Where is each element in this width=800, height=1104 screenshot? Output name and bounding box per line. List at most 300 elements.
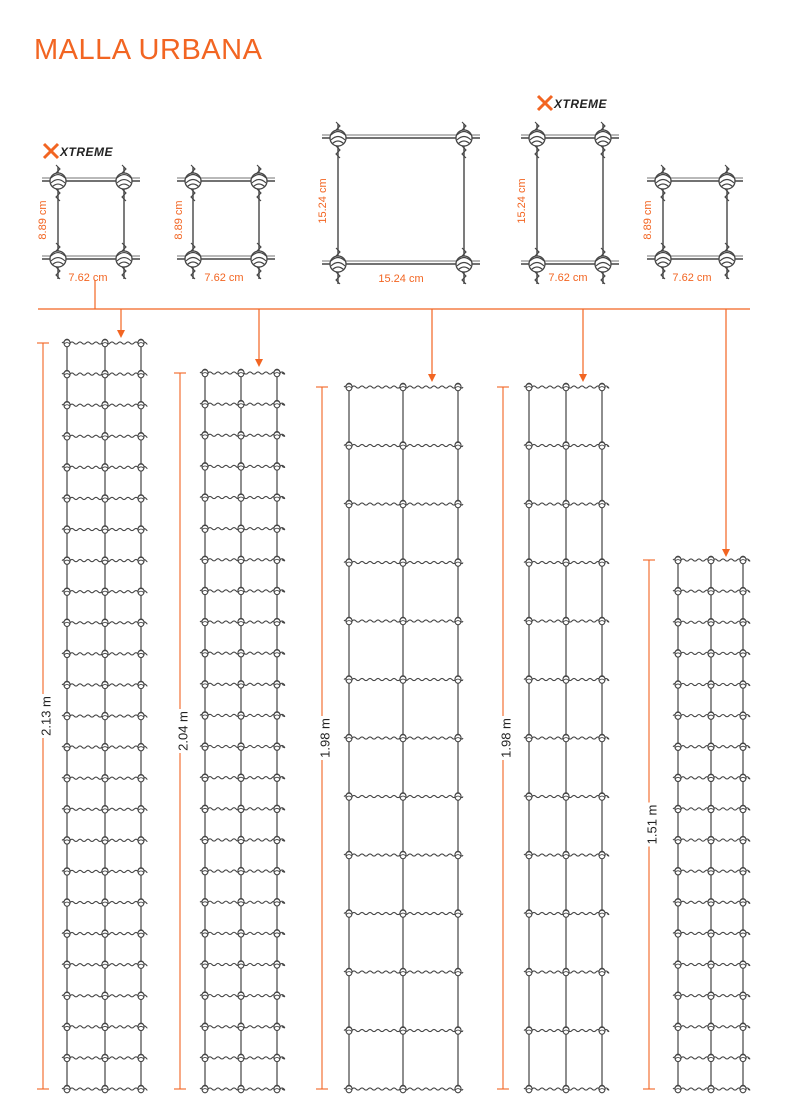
- panel-knot: [64, 1054, 70, 1062]
- panel-knot: [400, 617, 406, 625]
- panel-knot: [238, 805, 244, 813]
- panel-knot: [202, 1023, 208, 1031]
- panel-knot: [526, 1085, 532, 1093]
- panel-knot: [740, 587, 746, 595]
- panel-knot: [274, 836, 280, 844]
- panel-knot: [64, 1085, 70, 1093]
- panel-knot: [526, 1027, 532, 1035]
- panel-knot: [102, 805, 108, 813]
- panel-knot: [238, 369, 244, 377]
- panel-knot: [740, 650, 746, 658]
- panel-knot: [138, 712, 144, 720]
- detail-knot: [116, 165, 132, 201]
- cell-width-label: 7.62 cm: [204, 272, 244, 284]
- panel-knot: [64, 930, 70, 938]
- panel-knot: [102, 557, 108, 565]
- panel-knot: [563, 383, 569, 391]
- panel-knot: [708, 1023, 714, 1031]
- detail-knot: [251, 243, 267, 279]
- panel-knot: [138, 1023, 144, 1031]
- panel-knot: [455, 910, 461, 918]
- panel-knot: [102, 495, 108, 503]
- panel-knot: [400, 793, 406, 801]
- panel-knot: [740, 930, 746, 938]
- panel-knot: [346, 793, 352, 801]
- panel-knot: [708, 743, 714, 751]
- height-dimension-p4: [494, 387, 513, 1089]
- panel-knot: [708, 650, 714, 658]
- panel-knot: [64, 961, 70, 969]
- panel-knot: [202, 961, 208, 969]
- panel-knot: [675, 1023, 681, 1031]
- panel-knot: [740, 867, 746, 875]
- panel-knot: [563, 1085, 569, 1093]
- panel-knot: [708, 712, 714, 720]
- fence-panel-p1: [34, 339, 147, 1093]
- panel-knot: [274, 400, 280, 408]
- panel-knot: [599, 442, 605, 450]
- panel-knot: [274, 867, 280, 875]
- panel-knot: [102, 464, 108, 472]
- panel-knot: [675, 618, 681, 626]
- panel-knot: [708, 1085, 714, 1093]
- panel-knot: [138, 1085, 144, 1093]
- panel-knot: [64, 401, 70, 409]
- panel-knot: [202, 1085, 208, 1093]
- panel-knot: [202, 556, 208, 564]
- panel-knot: [455, 1085, 461, 1093]
- panel-knot: [138, 526, 144, 534]
- panel-knot: [64, 868, 70, 876]
- panel-knot: [346, 500, 352, 508]
- panel-knot: [138, 743, 144, 751]
- panel-knot: [455, 676, 461, 684]
- panel-knot: [563, 793, 569, 801]
- panel-knot: [563, 617, 569, 625]
- panel-knot: [138, 464, 144, 472]
- height-dimension-p5: [640, 560, 659, 1089]
- panel-knot: [64, 837, 70, 845]
- panel-knot: [64, 495, 70, 503]
- panel-knot: [708, 681, 714, 689]
- panel-knot: [675, 867, 681, 875]
- panel-knot: [708, 867, 714, 875]
- panel-knot: [708, 961, 714, 969]
- panel-knot: [675, 992, 681, 1000]
- panel-knot: [599, 910, 605, 918]
- panel-knot: [526, 500, 532, 508]
- panel-knot: [64, 619, 70, 627]
- panel-knot: [138, 1054, 144, 1062]
- panel-knot: [274, 618, 280, 626]
- panel-knot: [102, 432, 108, 440]
- panel-knot: [238, 1054, 244, 1062]
- panel-knot: [274, 774, 280, 782]
- panel-knot: [400, 676, 406, 684]
- panel-knot: [238, 712, 244, 720]
- panel-knot: [238, 431, 244, 439]
- svg-text:XTREME: XTREME: [554, 97, 608, 111]
- panel-knot: [138, 681, 144, 689]
- panel-knot: [102, 401, 108, 409]
- panel-knot: [708, 836, 714, 844]
- panel-knot: [202, 1054, 208, 1062]
- panel-knot: [526, 383, 532, 391]
- panel-knot: [138, 805, 144, 813]
- detail-knot: [529, 122, 545, 158]
- panel-knot: [740, 899, 746, 907]
- panel-knot: [64, 464, 70, 472]
- panel-knot: [455, 442, 461, 450]
- cell-height-label: 15.24 cm: [317, 178, 329, 224]
- panel-knot: [599, 383, 605, 391]
- panel-knot: [102, 899, 108, 907]
- panel-knot: [526, 442, 532, 450]
- panel-knot: [740, 805, 746, 813]
- panel-knot: [238, 774, 244, 782]
- panel-knot: [274, 898, 280, 906]
- panel-knot: [64, 712, 70, 720]
- panel-knot: [274, 712, 280, 720]
- panel-knot: [102, 868, 108, 876]
- panel-knot: [740, 774, 746, 782]
- panel-knot: [238, 556, 244, 564]
- panel-knot: [138, 650, 144, 658]
- panel-knot: [102, 370, 108, 378]
- detail-knot: [50, 243, 66, 279]
- panel-knot: [675, 930, 681, 938]
- panel-knot: [202, 743, 208, 751]
- panel-knot: [138, 401, 144, 409]
- panel-knot: [346, 1027, 352, 1035]
- panel-knot: [202, 867, 208, 875]
- panel-knot: [740, 743, 746, 751]
- detail-knot: [251, 165, 267, 201]
- panel-knot: [563, 968, 569, 976]
- panel-knot: [102, 526, 108, 534]
- panel-knot: [455, 851, 461, 859]
- panel-knot: [455, 968, 461, 976]
- panel-knot: [599, 1027, 605, 1035]
- svg-text:XTREME: XTREME: [60, 145, 114, 159]
- panel-knot: [563, 559, 569, 567]
- panel-height-label: 1.51 m: [644, 804, 660, 845]
- panel-knot: [102, 1085, 108, 1093]
- panel-knot: [138, 992, 144, 1000]
- panel-knot: [675, 556, 681, 564]
- panel-knot: [202, 525, 208, 533]
- panel-knot: [202, 369, 208, 377]
- panel-knot: [563, 851, 569, 859]
- panel-knot: [675, 961, 681, 969]
- xtreme-logo-1: [44, 144, 114, 159]
- panel-knot: [102, 837, 108, 845]
- panel-knot: [64, 650, 70, 658]
- panel-knot: [64, 339, 70, 347]
- detail-knot: [116, 243, 132, 279]
- panel-knot: [202, 930, 208, 938]
- detail-knot: [719, 165, 735, 201]
- panel-knot: [202, 805, 208, 813]
- cell-width-label: 7.62 cm: [672, 272, 712, 284]
- panel-knot: [138, 774, 144, 782]
- height-dimension-p1: [34, 343, 53, 1089]
- panel-knot: [563, 910, 569, 918]
- panel-knot: [455, 383, 461, 391]
- panel-knot: [526, 617, 532, 625]
- cell-height-label: 8.89 cm: [642, 200, 654, 240]
- panel-knot: [455, 793, 461, 801]
- panel-knot: [102, 681, 108, 689]
- panel-knot: [102, 650, 108, 658]
- panel-knot: [400, 1085, 406, 1093]
- panel-knot: [675, 805, 681, 813]
- panel-knot: [675, 743, 681, 751]
- panel-knot: [138, 899, 144, 907]
- panel-knot: [238, 494, 244, 502]
- panel-knot: [102, 619, 108, 627]
- panel-knot: [526, 734, 532, 742]
- detail-knot: [655, 165, 671, 201]
- panel-knot: [202, 898, 208, 906]
- panel-knot: [526, 910, 532, 918]
- panel-knot: [64, 370, 70, 378]
- panel-knot: [238, 681, 244, 689]
- panel-knot: [675, 899, 681, 907]
- detail-knot: [185, 243, 201, 279]
- height-dimension-p3: [313, 387, 332, 1089]
- detail-knot: [330, 248, 346, 284]
- cell-detail-p2: [173, 165, 275, 284]
- cell-height-label: 8.89 cm: [37, 200, 49, 240]
- panel-knot: [563, 1027, 569, 1035]
- panel-knot: [274, 805, 280, 813]
- panel-knot: [740, 1023, 746, 1031]
- panel-knot: [274, 992, 280, 1000]
- panel-knot: [202, 431, 208, 439]
- panel-knot: [599, 1085, 605, 1093]
- panel-knot: [64, 681, 70, 689]
- panel-knot: [740, 1054, 746, 1062]
- panel-knot: [274, 1054, 280, 1062]
- panel-knot: [599, 559, 605, 567]
- panel-knot: [64, 805, 70, 813]
- panel-knot: [526, 968, 532, 976]
- xtreme-logo-2: [538, 96, 608, 111]
- detail-knot: [595, 122, 611, 158]
- panel-knot: [400, 500, 406, 508]
- panel-height-label: 1.98 m: [498, 718, 514, 758]
- panel-knot: [400, 1027, 406, 1035]
- panel-knot: [238, 649, 244, 657]
- panel-knot: [274, 1023, 280, 1031]
- panel-knot: [102, 588, 108, 596]
- panel-knot: [238, 1023, 244, 1031]
- panel-knot: [238, 836, 244, 844]
- panel-knot: [238, 898, 244, 906]
- panel-height-label: 1.98 m: [317, 718, 333, 758]
- panel-knot: [102, 774, 108, 782]
- panel-knot: [346, 910, 352, 918]
- panel-knot: [274, 431, 280, 439]
- panel-knot: [274, 743, 280, 751]
- panel-knot: [346, 383, 352, 391]
- panel-knot: [563, 676, 569, 684]
- panel-height-label: 2.04 m: [175, 711, 191, 751]
- cell-height-label: 8.89 cm: [173, 200, 185, 240]
- panel-knot: [274, 681, 280, 689]
- panel-knot: [740, 618, 746, 626]
- panel-knot: [455, 559, 461, 567]
- cell-height-label: 15.24 cm: [516, 178, 528, 224]
- fence-panel-p3: [313, 383, 463, 1093]
- panel-knot: [238, 618, 244, 626]
- panel-knot: [400, 442, 406, 450]
- panel-knot: [346, 851, 352, 859]
- panel-knot: [708, 1054, 714, 1062]
- panel-knot: [740, 556, 746, 564]
- panel-knot: [675, 681, 681, 689]
- connector-bracket: [38, 280, 750, 553]
- detail-knot: [50, 165, 66, 201]
- panel-knot: [102, 339, 108, 347]
- panel-knot: [102, 961, 108, 969]
- panel-knot: [138, 557, 144, 565]
- panel-knot: [599, 617, 605, 625]
- panel-knot: [138, 370, 144, 378]
- panel-knot: [708, 556, 714, 564]
- panel-knot: [346, 559, 352, 567]
- panel-knot: [599, 734, 605, 742]
- panel-knot: [455, 500, 461, 508]
- panel-knot: [675, 650, 681, 658]
- panel-knot: [238, 930, 244, 938]
- cell-width-label: 15.24 cm: [378, 273, 424, 285]
- panel-knot: [740, 712, 746, 720]
- panel-knot: [346, 617, 352, 625]
- panel-knot: [708, 587, 714, 595]
- panel-knot: [64, 1023, 70, 1031]
- panel-knot: [238, 961, 244, 969]
- fence-panel-p4: [494, 383, 609, 1093]
- panel-knot: [599, 968, 605, 976]
- panel-knot: [274, 494, 280, 502]
- panel-knot: [102, 743, 108, 751]
- fence-panel-p5: [640, 556, 750, 1093]
- panel-knot: [64, 774, 70, 782]
- panel-knot: [138, 495, 144, 503]
- panel-knot: [274, 463, 280, 471]
- panel-knot: [708, 774, 714, 782]
- cell-detail-p3: [317, 122, 480, 285]
- panel-knot: [274, 587, 280, 595]
- panel-knot: [346, 968, 352, 976]
- panel-knot: [274, 961, 280, 969]
- detail-knot: [595, 248, 611, 284]
- panel-knot: [238, 400, 244, 408]
- panel-knot: [455, 734, 461, 742]
- panel-knot: [274, 1085, 280, 1093]
- panel-knot: [599, 793, 605, 801]
- panel-knot: [202, 400, 208, 408]
- detail-knot: [456, 248, 472, 284]
- panel-knot: [740, 681, 746, 689]
- panel-knot: [526, 676, 532, 684]
- panel-knot: [455, 1027, 461, 1035]
- panel-knot: [102, 992, 108, 1000]
- detail-knot: [330, 122, 346, 158]
- panel-knot: [64, 743, 70, 751]
- panel-knot: [708, 899, 714, 907]
- panel-knot: [708, 992, 714, 1000]
- fence-panel-p2: [171, 369, 285, 1093]
- panel-knot: [708, 930, 714, 938]
- panel-knot: [526, 793, 532, 801]
- panel-knot: [400, 910, 406, 918]
- panel-knot: [64, 899, 70, 907]
- panel-knot: [740, 992, 746, 1000]
- page-title: MALLA URBANA: [34, 34, 263, 66]
- panel-knot: [708, 805, 714, 813]
- panel-knot: [138, 339, 144, 347]
- cell-detail-p4: [516, 122, 619, 284]
- panel-knot: [526, 559, 532, 567]
- panel-knot: [202, 587, 208, 595]
- panel-knot: [740, 836, 746, 844]
- panel-knot: [202, 774, 208, 782]
- panel-knot: [202, 649, 208, 657]
- panel-knot: [599, 676, 605, 684]
- panel-knot: [138, 588, 144, 596]
- cell-width-label: 7.62 cm: [68, 272, 108, 284]
- panel-knot: [202, 836, 208, 844]
- panel-knot: [274, 556, 280, 564]
- panel-knot: [274, 649, 280, 657]
- panel-knot: [202, 992, 208, 1000]
- panel-knot: [455, 617, 461, 625]
- panel-knot: [64, 526, 70, 534]
- panel-knot: [400, 851, 406, 859]
- panel-knot: [526, 851, 532, 859]
- panel-knot: [563, 500, 569, 508]
- panel-knot: [238, 463, 244, 471]
- panel-knot: [675, 1054, 681, 1062]
- panel-knot: [563, 442, 569, 450]
- detail-knot: [719, 243, 735, 279]
- panel-knot: [400, 559, 406, 567]
- panel-knot: [138, 432, 144, 440]
- detail-knot: [655, 243, 671, 279]
- panel-knot: [64, 557, 70, 565]
- panel-knot: [138, 961, 144, 969]
- panel-knot: [238, 1085, 244, 1093]
- panel-knot: [599, 500, 605, 508]
- panel-knot: [64, 588, 70, 596]
- panel-knot: [102, 712, 108, 720]
- panel-knot: [138, 930, 144, 938]
- panel-height-label: 2.13 m: [38, 696, 54, 736]
- panel-knot: [64, 992, 70, 1000]
- panel-knot: [238, 992, 244, 1000]
- panel-knot: [102, 1023, 108, 1031]
- panel-knot: [708, 618, 714, 626]
- panel-knot: [102, 930, 108, 938]
- height-dimension-p2: [171, 373, 190, 1089]
- panel-knot: [675, 587, 681, 595]
- panel-knot: [346, 676, 352, 684]
- panel-knot: [346, 442, 352, 450]
- panel-knot: [238, 587, 244, 595]
